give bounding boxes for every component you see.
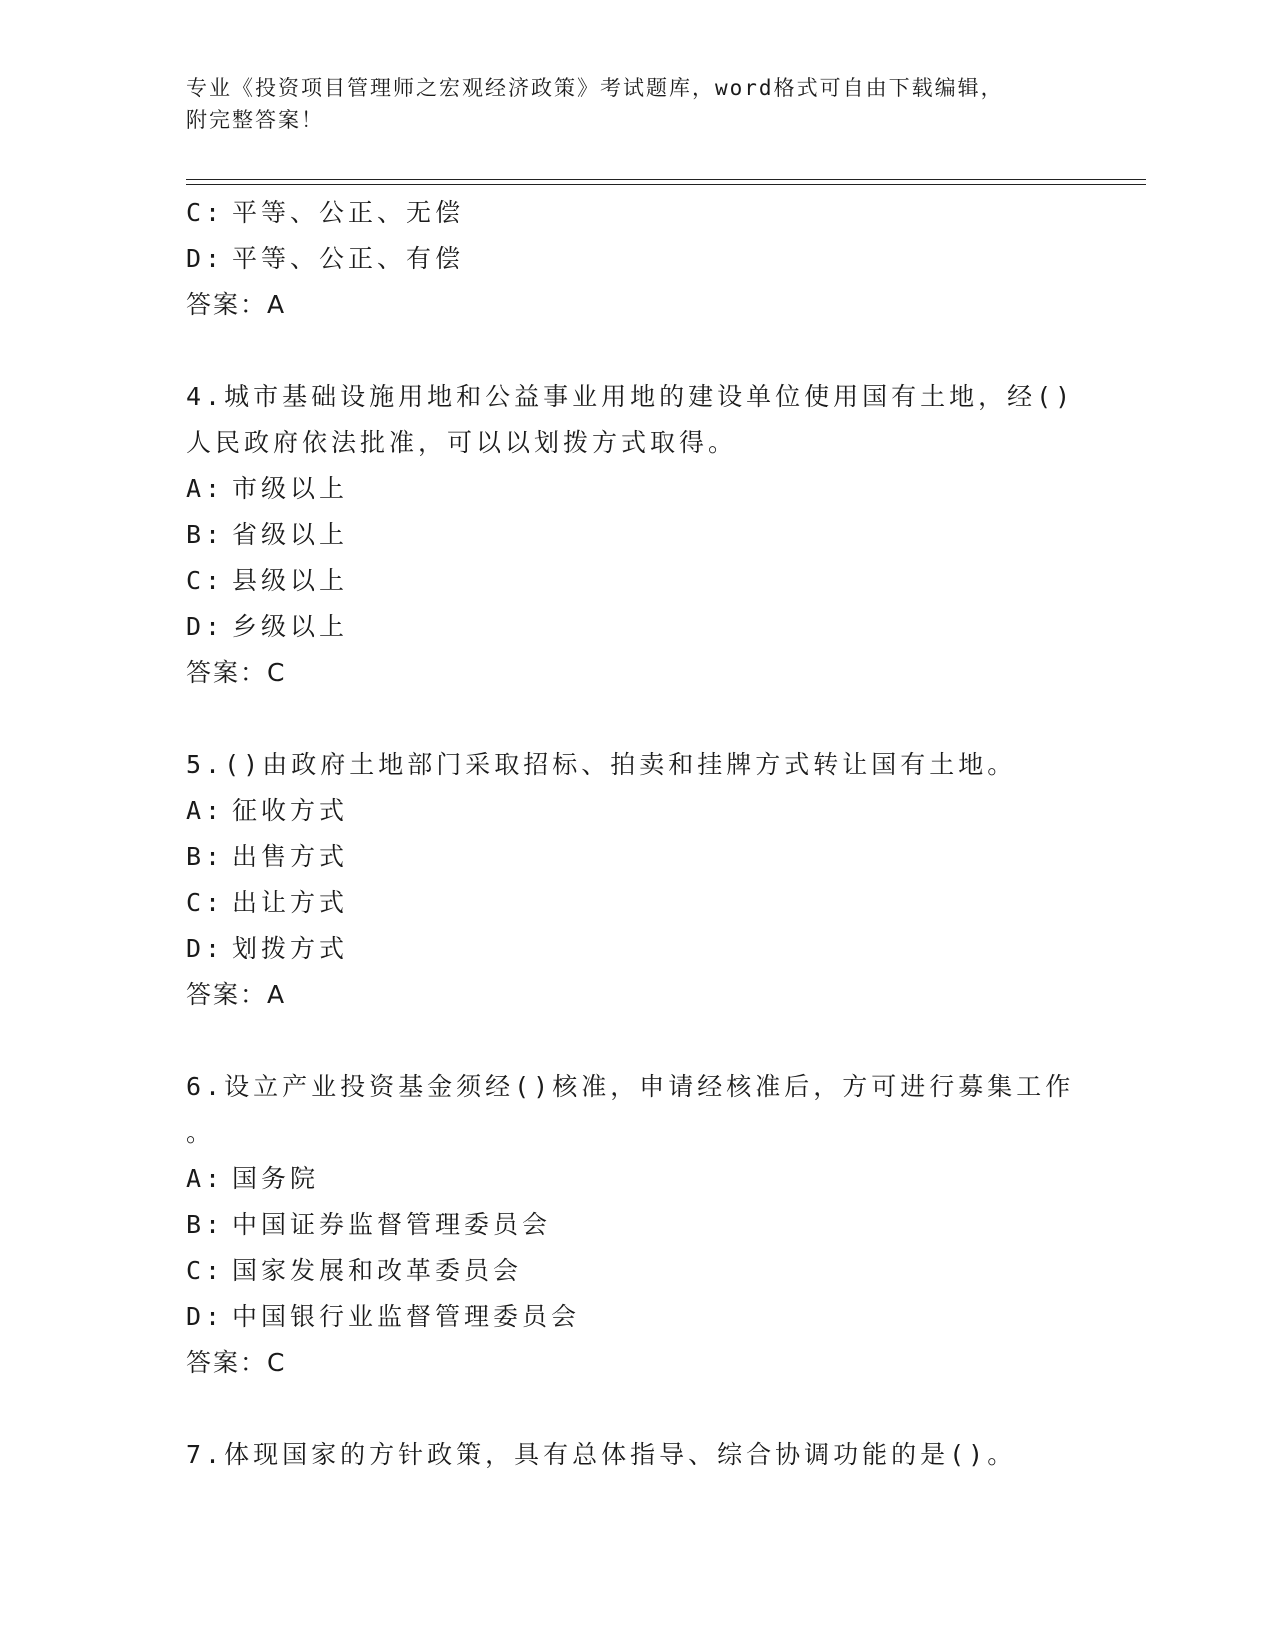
option-key: D:	[186, 612, 225, 641]
document-header	[186, 72, 1066, 136]
option-d	[186, 604, 1066, 650]
header-divider-bottom	[186, 184, 1146, 185]
option-text: 市级以上	[232, 474, 349, 503]
question-stem: 7.体现国家的方针政策，具有总体指导、综合协调功能的是()。	[186, 1440, 1017, 1469]
option-c	[186, 190, 1066, 236]
option-b	[186, 512, 1066, 558]
question-6	[186, 1064, 1075, 1386]
option-text: 中国证券监督管理委员会	[232, 1210, 552, 1239]
question-stem: 人民政府依法批准，可以以划拨方式取得。	[186, 428, 738, 457]
option-key: A:	[186, 474, 225, 503]
question-list	[186, 190, 1075, 1478]
option-key: C:	[186, 198, 225, 227]
question-4	[186, 374, 1075, 696]
option-key: B:	[186, 1210, 225, 1239]
question-3-continuation	[186, 190, 1066, 328]
option-text: 中国银行业监督管理委员会	[232, 1302, 581, 1331]
option-text: 平等、公正、无偿	[232, 198, 465, 227]
question-5	[186, 742, 1066, 1018]
option-c	[186, 1248, 1066, 1294]
answer-line: 答案：C	[186, 1348, 287, 1377]
option-c	[186, 880, 1066, 926]
option-key: A:	[186, 1164, 225, 1193]
option-key: A:	[186, 796, 225, 825]
option-key: D:	[186, 934, 225, 963]
header-line-1: 专业《投资项目管理师之宏观经济政策》考试题库，word格式可自由下载编辑，	[186, 76, 1004, 100]
answer-line: 答案：C	[186, 658, 287, 687]
option-d	[186, 1294, 1066, 1340]
option-text: 县级以上	[232, 566, 349, 595]
option-key: D:	[186, 244, 225, 273]
option-text: 出让方式	[232, 888, 349, 917]
option-d	[186, 926, 1066, 972]
option-c	[186, 558, 1066, 604]
option-text: 国务院	[232, 1164, 320, 1193]
question-stem: 4.城市基础设施用地和公益事业用地的建设单位使用国有土地，经()	[186, 382, 1075, 411]
option-text: 省级以上	[232, 520, 349, 549]
option-key: B:	[186, 520, 225, 549]
option-key: C:	[186, 888, 225, 917]
option-b	[186, 1202, 1066, 1248]
option-text: 乡级以上	[232, 612, 349, 641]
question-7	[186, 1432, 1066, 1478]
option-key: D:	[186, 1302, 225, 1331]
option-key: C:	[186, 1256, 225, 1285]
option-a	[186, 1156, 1066, 1202]
option-a	[186, 466, 1066, 512]
header-divider-top	[186, 179, 1146, 180]
option-text: 国家发展和改革委员会	[232, 1256, 523, 1285]
option-a	[186, 788, 1066, 834]
option-text: 征收方式	[232, 796, 349, 825]
question-stem: 。	[186, 1118, 216, 1147]
option-text: 划拨方式	[232, 934, 349, 963]
option-text: 平等、公正、有偿	[232, 244, 465, 273]
header-line-2: 附完整答案！	[186, 108, 324, 132]
option-d	[186, 236, 1066, 282]
answer-line: 答案：A	[186, 980, 287, 1009]
option-b	[186, 834, 1066, 880]
option-key: C:	[186, 566, 225, 595]
option-key: B:	[186, 842, 225, 871]
answer-line: 答案：A	[186, 290, 287, 319]
question-stem: 5.()由政府土地部门采取招标、拍卖和挂牌方式转让国有土地。	[186, 750, 1017, 779]
option-text: 出售方式	[232, 842, 349, 871]
question-stem: 6.设立产业投资基金须经()核准，申请经核准后，方可进行募集工作	[186, 1072, 1075, 1101]
